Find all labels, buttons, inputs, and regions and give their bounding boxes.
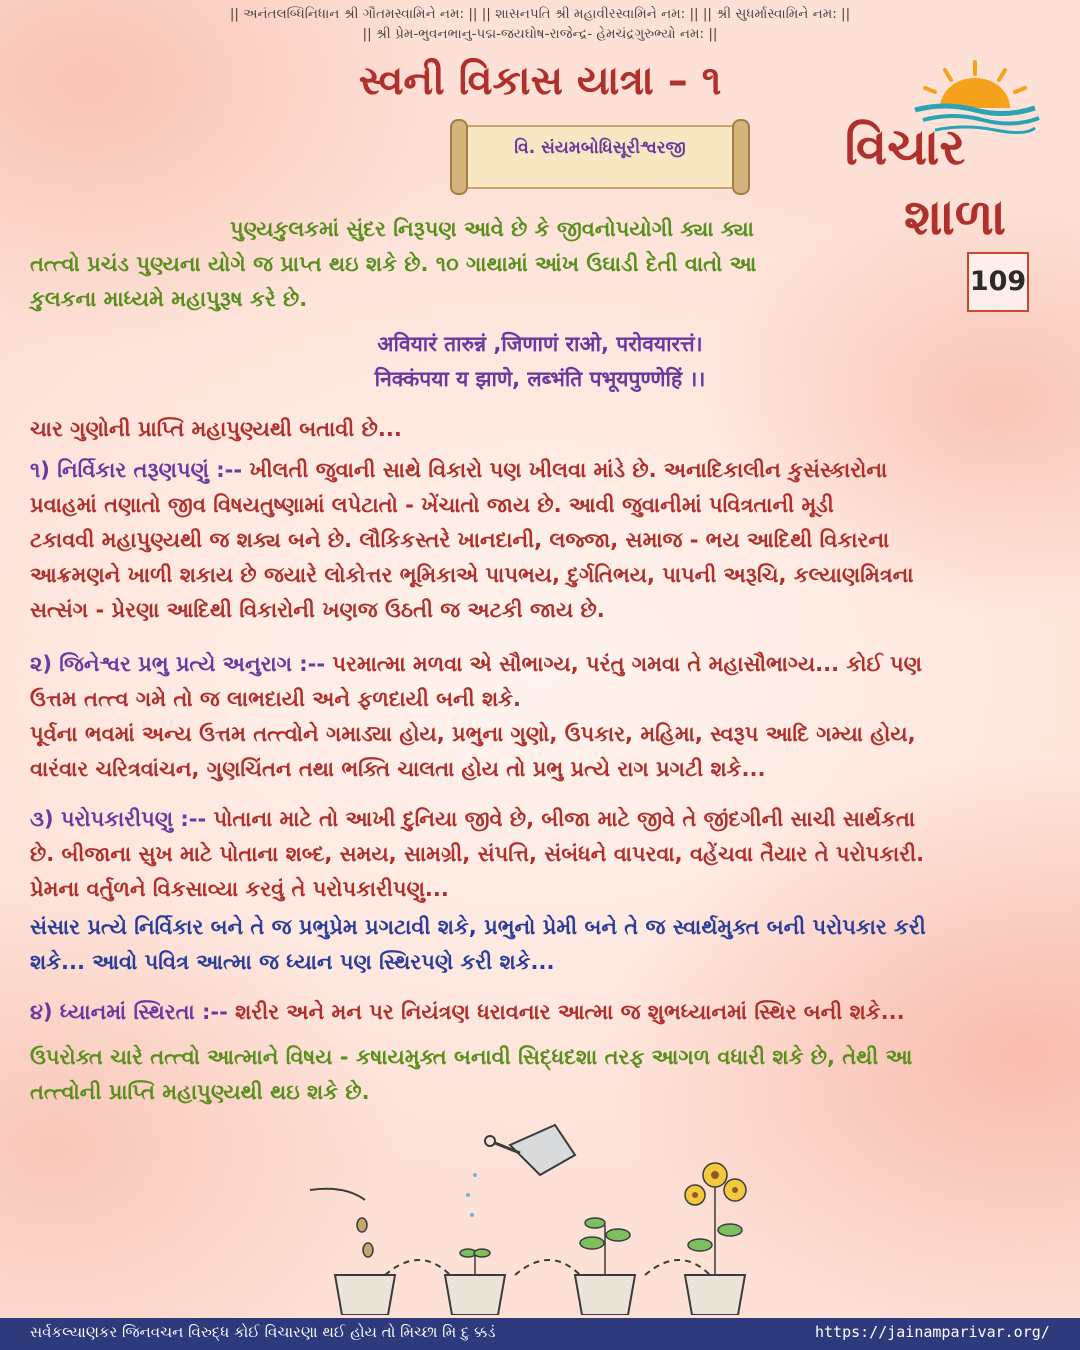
point-1-line-5: સત્સંગ - પ્રેરણા આદિથી વિકારોની ખણજ ઉઠતી જ અટકી જાય છે. <box>30 598 605 622</box>
shloka-line-1: अवियारं तारुन्नं ,जिणाणं राओ, परोवयारत्तं। <box>377 332 703 356</box>
header-invocation-line-2: || શ્રી પ્રેમ-ભુવનભાનુ-પદ્મ-જયઘોષ-રાજેન્દ્ર- હેમચંદ્રગુરુભ્યો નમ: || <box>362 26 718 42</box>
plant-growth-icon <box>290 1115 790 1315</box>
point-1-heading: ૧) નિર્વિકાર તરૂણપણું :-- <box>30 458 243 482</box>
point-2-heading: ૨) જિનેશ્વર પ્રભુ પ્રત્યે અનુરાગ :-- <box>30 652 326 676</box>
point-4-heading: ૪) ધ્યાનમાં સ્થિરતા :-- <box>30 1000 228 1024</box>
point-2-line-4: વારંવાર ચરિત્રવાંચન, ગુણચિંતન તથા ભક્તિ ચાલતા હોય તો પ્રભુ પ્રત્યે રાગ પ્રગટી શકે... <box>30 757 766 781</box>
header-invocation-line-1: || અનંતલબ્ધિનિધાન શ્રી ગૌતમસ્વામિને નમ: || || શાસનપતિ શ્રી મહાવીરસ્વામિને નમ: || || શ્રી સુધર્માસ્વામિને નમ: || <box>229 6 851 22</box>
point-3-text: પોતાના માટે તો આખી દુનિયા જીવે છે, બીજા માટે જીવે તે જીંદગીની સાચી સાર્થકતા <box>206 807 915 831</box>
point-2-line-1 <box>30 647 1050 682</box>
point-1-line-1 <box>30 453 1050 488</box>
footer-website-link[interactable]: https://jainamparivar.org/ <box>815 1323 1050 1341</box>
point-2-text: પરમાત્મા મળવા એ સૌભાગ્ય, પરંતુ ગમવા તે મહાસૌભાગ્ય... કોઈ પણ <box>325 652 922 676</box>
conclusion-line-1: ઉપરોક્ત ચારે તત્ત્વો આત્માને વિષય - કષાયમુક્ત બનાવી સિદ્ધદશા તરફ આગળ વધારી શકે છે, તેથી આ <box>30 1045 913 1069</box>
intro-line-2: તત્ત્વો પ્રચંડ પુણ્યના યોગે જ પ્રાપ્ત થઇ શકે છે. ૧૦ ગાથામાં આંખ ઉઘાડી દેતી વાતો આ <box>30 252 757 276</box>
author-name: વિ. સંયમબોધિસૂરીશ્વરજી <box>514 138 686 158</box>
watering-can-icon <box>466 1125 575 1217</box>
point-1-line-4: આક્રમણને ખાળી શકાય છે જયારે લોકોત્તર ભૂમિકાએ પાપભય, દુર્ગતિભય, પાપની અરૂચિ, કલ્યાણમિત્રના <box>30 563 914 587</box>
point-1-line-2: પ્રવાહમાં તણાતો જીવ વિષયતુષ્ણામાં લપેટાતો - ખેંચાતો જાય છે. આવી જુવાનીમાં પવિત્રતાની મૂડી <box>30 493 834 517</box>
page-title: સ્વની વિકાસ યાત્રા – ૧ <box>358 58 722 104</box>
lead-text: ચાર ગુણોની પ્રાપ્તિ મહાપુણ્યથી બતાવી છે... <box>30 417 402 441</box>
shloka-line-2: निक्कंपया य झाणे, लब्भंति पभूयपुण्णेहिं ।। <box>374 367 706 391</box>
issue-number-badge: 109 <box>967 252 1029 312</box>
footer-message: સર્વકલ્યાણકર જિનવચન વિરુદ્ધ કોઈ વિચારણા થઈ હોય તો મિચ્છા મિ દુ ક્કડં <box>30 1323 496 1341</box>
intro-line-3: કુલકના માધ્યમે મહાપુરૂષ કરે છે. <box>30 287 308 311</box>
point-3-line-1 <box>30 802 1050 837</box>
intro-line-1: પુણ્યકુલકમાં સુંદર નિરૂપણ આવે છે કે જીવનોપયોગી ક્યા ક્યા <box>230 217 754 241</box>
point-1-line-3: ટકાવવી મહાપુણ્યથી જ શક્ય બને છે. લૌકિકસ્તરે ખાનદાની, લજ્જા, સમાજ - ભય આદિથી વિકારના <box>30 528 890 552</box>
point-4-line-1 <box>30 995 1050 1030</box>
brand-name-line-2: શાળા <box>903 188 1007 246</box>
point-3-extra-line-2: શકે... આવો પવિત્ર આત્મા જ ધ્યાન પણ સ્થિરપણે કરી શકે... <box>30 950 555 974</box>
point-3-heading: ૩) પરોપકારીપણુ :-- <box>30 807 207 831</box>
point-3-line-2: છે. બીજાના સુખ માટે પોતાના શબ્દ, સમય, સામગ્રી, સંપત્તિ, સંબંધને વાપરવા, વહેંચવા તૈયાર તે પરોપકારી. <box>30 842 925 866</box>
conclusion-line-2: તત્ત્વોની પ્રાપ્તિ મહાપુણ્યથી થઇ શકે છે. <box>30 1080 370 1104</box>
point-2-line-3: પૂર્વના ભવમાં અન્ય ઉત્તમ તત્ત્વોને ગમાડ્યા હોય, પ્રભુના ગુણો, ઉપકાર, મહિમા, સ્વરૂપ આદિ ગમ્યા હોય, <box>30 722 916 746</box>
point-3-line-3: પ્રેમના વર્તુળને વિકસાવ્યા કરવું તે પરોપકારીપણુ... <box>30 877 449 901</box>
brand-name-line-1: વિચાર <box>844 118 966 176</box>
point-1-text: ખીલતી જુવાની સાથે વિકારો પણ ખીલવા માંડે છે. અનાદિકાલીન કુસંસ્કારોના <box>242 458 888 482</box>
point-2-line-2: ઉત્તમ તત્ત્વ ગમે તો જ લાભદાયી અને ફળદાયી બની શકે. <box>30 687 521 711</box>
point-3-extra-line-1: સંસાર પ્રત્યે નિર્વિકાર બને તે જ પ્રભુપ્રેમ પ્રગટાવી શકે, પ્રભુનો પ્રેમી બને તે જ સ્વાર્થમુક્ત બની પરોપકાર કરી <box>30 915 926 939</box>
point-4-text: શરીર અને મન પર નિયંત્રણ ધરાવનાર આત્મા જ શુભધ્યાનમાં સ્થિર બની શકે... <box>227 1000 905 1024</box>
